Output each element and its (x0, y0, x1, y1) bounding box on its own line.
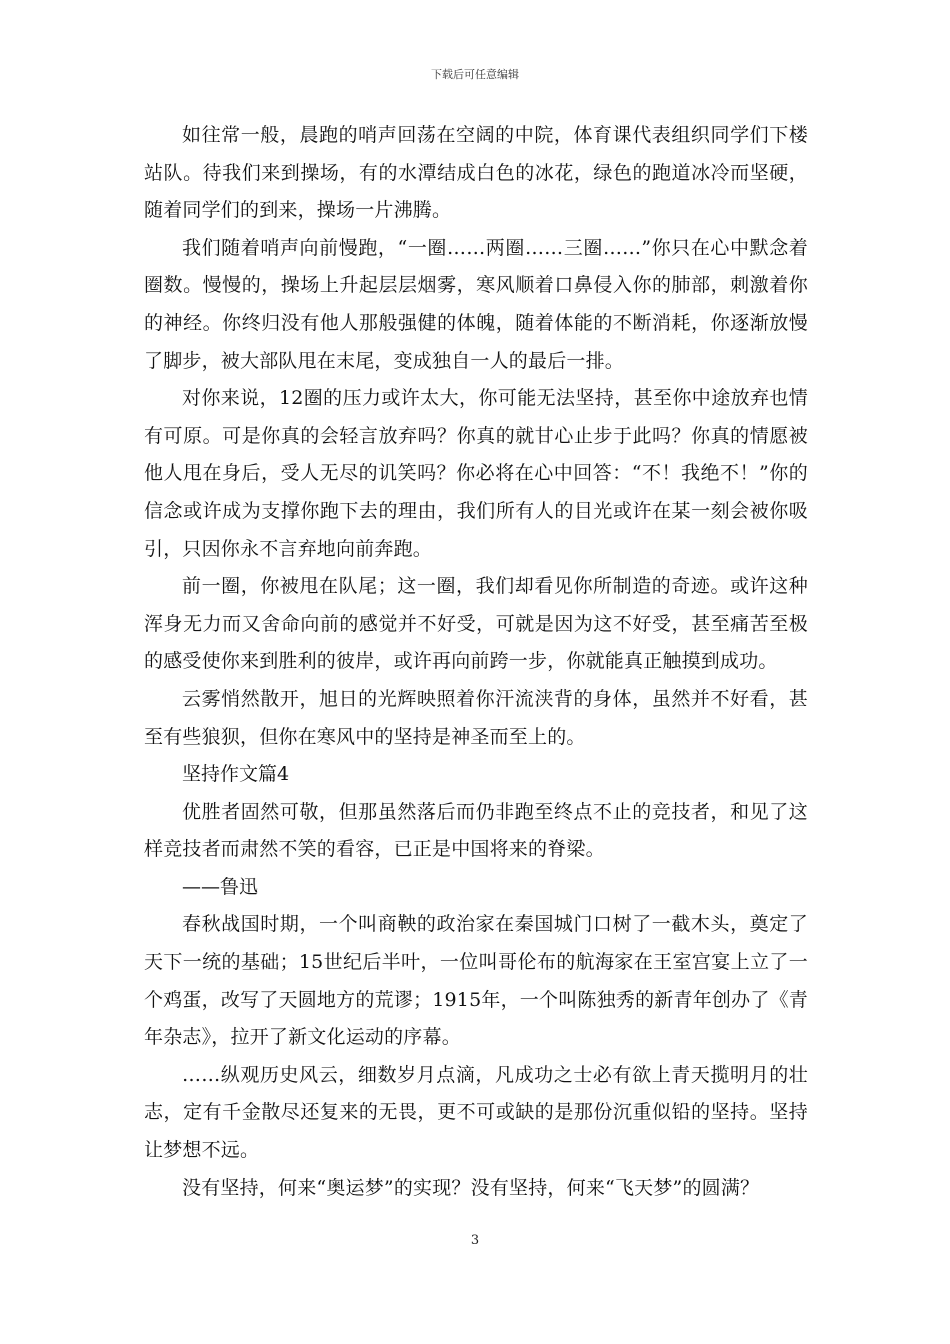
paragraph: 如往常一般，晨跑的哨声回荡在空阔的中院，体育课代表组织同学们下楼站队。待我们来到操场，有的水潭结成白色的冰花，绿色的跑道冰冷而坚硬，随着同学们的到来，操场一片沸腾。 (144, 124, 808, 222)
paragraph: 对你来说，12圈的压力或许太大，你可能无法坚持，甚至你中途放弃也情有可原。可是你真的会轻言放弃吗？你真的就甘心止步于此吗？你真的情愿被他人甩在身后，受人无尽的讥笑吗？你必将在心中回答：“不！我绝不！”你的信念或许成为支撑你跑下去的理由，我们所有人的目光或许在某一刻会被你吸引，只因你永不言弃地向前奔跑。 (144, 387, 808, 560)
document-body (144, 117, 808, 1207)
paragraph: ……纵观历史风云，细数岁月点滴，凡成功之士必有欲上青天揽明月的壮志，定有千金散尽还复来的无畏，更不可或缺的是那份沉重似铅的坚持。坚持让梦想不远。 (144, 1063, 808, 1162)
page-header: 下载后可任意编辑 (431, 68, 519, 81)
quote: 优胜者固然可敬，但那虽然落后而仍非跑至终点不止的竞技者，和见了这样竞技者而肃然不笑的看容，已正是中国将来的脊梁。 (144, 800, 808, 861)
section-heading: 坚持作文篇4 (182, 763, 290, 786)
paragraph: 云雾悄然散开，旭日的光辉映照着你汗流浃背的身体，虽然并不好看，甚至有些狼狈，但你在寒风中的坚持是神圣而至上的。 (144, 687, 808, 748)
paragraph: 春秋战国时期，一个叫商鞅的政治家在秦国城门口树了一截木头，奠定了天下一统的基础；15世纪后半叶，一位叫哥伦布的航海家在王室宫宴上立了一个鸡蛋，改写了天圆地方的荒谬；1915年，一个叫陈独秀的新青年创办了《青年杂志》，拉开了新文化运动的序幕。 (144, 913, 808, 1049)
paragraph: 没有坚持，何来“奥运梦”的实现？没有坚持，何来“飞天梦”的圆满？ (182, 1176, 760, 1199)
quote-author: ——鲁迅 (182, 875, 259, 898)
paragraph: 前一圈，你被甩在队尾；这一圈，我们却看见你所制造的奇迹。或许这种浑身无力而又舍命向前的感觉并不好受，可就是因为这不好受，甚至痛苦至极的感受使你来到胜利的彼岸，或许再向前跨一步，你就能真正触摸到成功。 (144, 575, 808, 673)
paragraph: 我们随着哨声向前慢跑，“一圈……两圈……三圈……”你只在心中默念着圈数。慢慢的，操场上升起层层烟雾，寒风顺着口鼻侵入你的肺部，刺激着你的神经。你终归没有他人那般强健的体魄，随着体能的不断消耗，你逐渐放慢了脚步，被大部队甩在末尾，变成独自一人的最后一排。 (144, 236, 808, 372)
page-number: 3 (470, 1233, 480, 1248)
